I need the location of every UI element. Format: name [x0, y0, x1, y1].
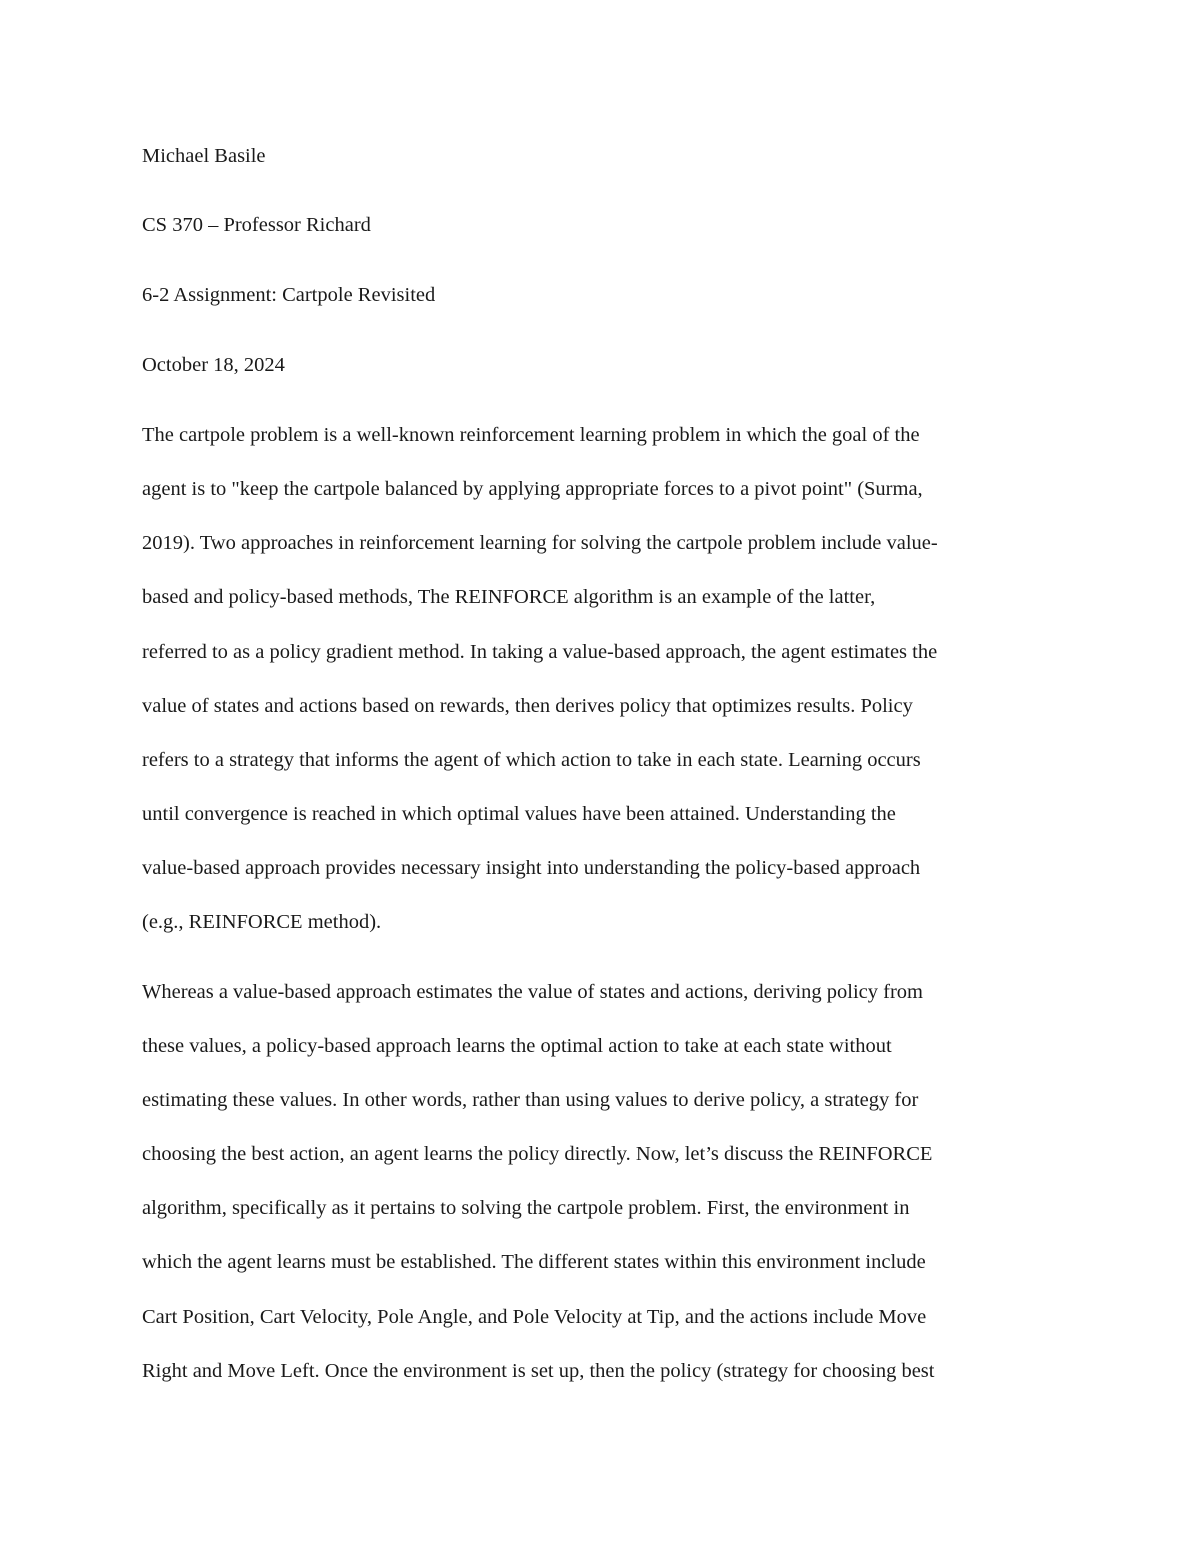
paragraph-line: (e.g., REINFORCE method).: [142, 911, 382, 933]
paragraph-line: value-based approach provides necessary insight into understanding the policy-based approach: [142, 857, 921, 879]
paragraph-line: these values, a policy-based approach learns the optimal action to take at each state without: [142, 1035, 892, 1057]
paragraph-line: choosing the best action, an agent learns the policy directly. Now, let’s discuss the REINFORCE: [142, 1143, 933, 1165]
paragraph-line: based and policy-based methods, The REINFORCE algorithm is an example of the latter,: [142, 586, 876, 608]
paragraph-line: The cartpole problem is a well-known reinforcement learning problem in which the goal of the: [142, 424, 920, 446]
paragraph-line: estimating these values. In other words, rather than using values to derive policy, a strategy for: [142, 1089, 919, 1111]
author-name: Michael Basile: [142, 145, 266, 167]
paragraph-line: value of states and actions based on rewards, then derives policy that optimizes results. Policy: [142, 695, 913, 717]
paragraph-line: algorithm, specifically as it pertains to solving the cartpole problem. First, the environment in: [142, 1197, 910, 1219]
course-line: CS 370 – Professor Richard: [142, 214, 371, 236]
paragraph-line: agent is to "keep the cartpole balanced by applying appropriate forces to a pivot point" (Surma,: [142, 478, 923, 500]
paragraph-line: Cart Position, Cart Velocity, Pole Angle, and Pole Velocity at Tip, and the actions include Move: [142, 1306, 927, 1328]
paragraph-line: 2019). Two approaches in reinforcement learning for solving the cartpole problem include value-: [142, 532, 938, 554]
paragraph-line: refers to a strategy that informs the agent of which action to take in each state. Learning occurs: [142, 749, 921, 771]
paragraph-line: Right and Move Left. Once the environment is set up, then the policy (strategy for choosing best: [142, 1360, 935, 1382]
paragraph-line: Whereas a value-based approach estimates the value of states and actions, deriving policy from: [142, 981, 923, 1003]
paragraph-line: which the agent learns must be established. The different states within this environment include: [142, 1251, 926, 1273]
date-line: October 18, 2024: [142, 354, 285, 376]
paragraph-line: until convergence is reached in which optimal values have been attained. Understanding the: [142, 803, 896, 825]
assignment-title: 6-2 Assignment: Cartpole Revisited: [142, 284, 436, 306]
paragraph-line: referred to as a policy gradient method. In taking a value-based approach, the agent estimates the: [142, 641, 938, 663]
